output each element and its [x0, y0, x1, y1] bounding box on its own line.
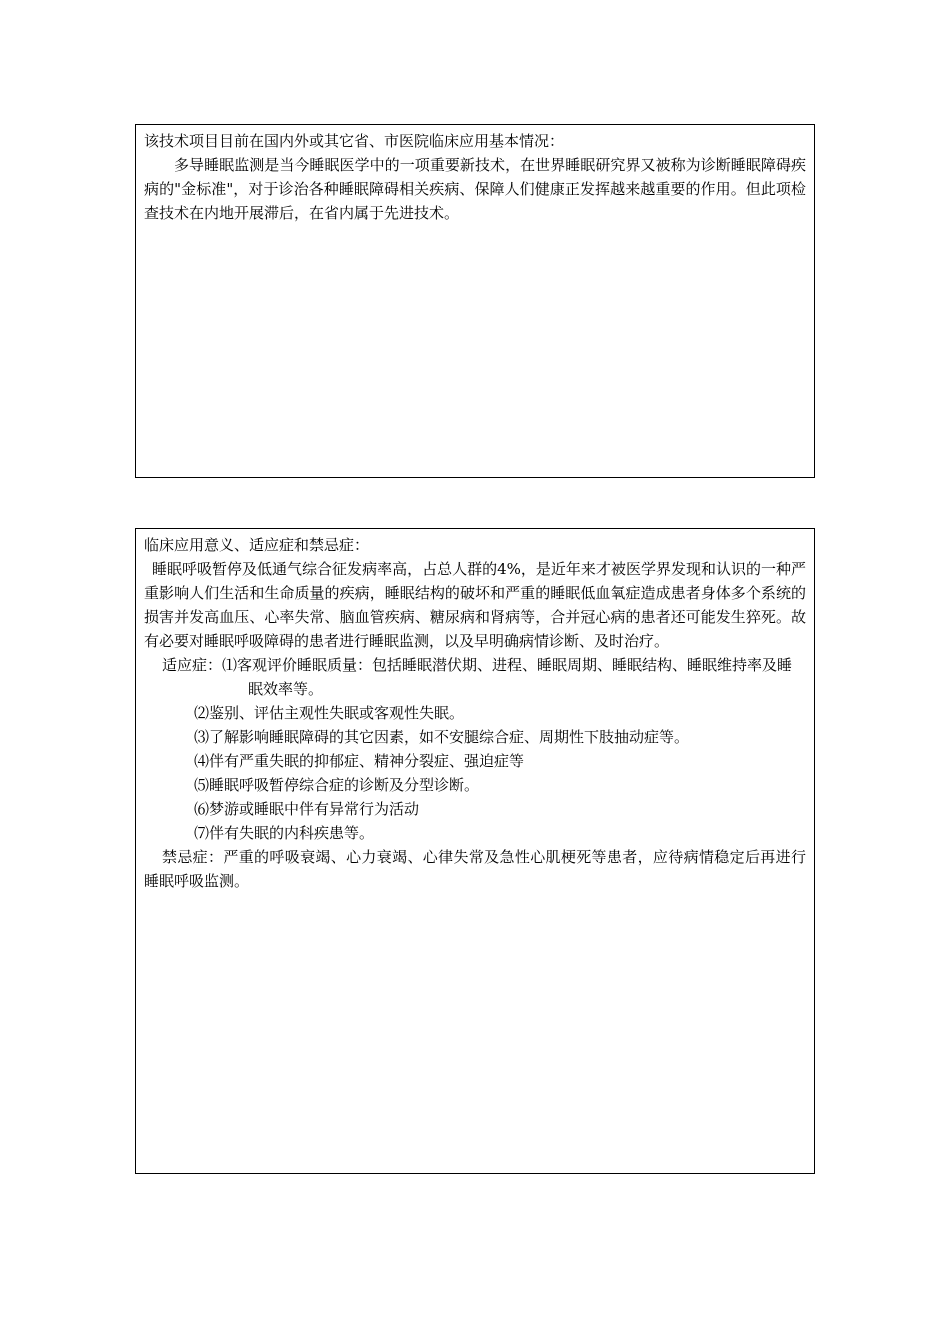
section-heading: 该技术项目目前在国内外或其它省、市医院临床应用基本情况：: [144, 132, 565, 150]
clinical-status-section: [135, 124, 815, 478]
indication-item: ⑷伴有严重失眠的抑郁症、精神分裂症、强迫症等: [194, 752, 525, 770]
section-body: 多导睡眠监测是当今睡眠医学中的一项重要新技术，在世界睡眠研究界又被称为诊断睡眠障碍疾病的"金标准"，对于诊治各种睡眠障碍相关疾病、保障人们健康正发挥越来越重要的作用。但此项检查技术在内地开展滞后，在省内属于先进技术。: [144, 156, 806, 222]
contraindications-text: 禁忌症：严重的呼吸衰竭、心力衰竭、心律失常及急性心肌梗死等患者，应待病情稳定后再进行睡眠呼吸监测。: [144, 848, 806, 890]
section-body: 睡眠呼吸暂停及低通气综合征发病率高，占总人群的4%，是近年来才被医学界发现和认识的一种严重影响人们生活和生命质量的疾病，睡眠结构的破坏和严重的睡眠低血氧症造成患者身体多个系统的损害并发高血压、心率失常、脑血管疾病、糖尿病和肾病等，合并冠心病的患者还可能发生猝死。故有必要对睡眠呼吸障碍的患者进行睡眠监测，以及早明确病情诊断、及时治疗。: [144, 560, 806, 650]
section-heading: 临床应用意义、适应症和禁忌症：: [144, 536, 370, 554]
indication-item: ⑺伴有失眠的内科疾患等。: [194, 824, 375, 842]
indication-item: ⑵鉴别、评估主观性失眠或客观性失眠。: [194, 704, 465, 722]
indication-item: ⑸睡眠呼吸暂停综合症的诊断及分型诊断。: [194, 776, 480, 794]
clinical-significance-section: [135, 528, 815, 1174]
indication-item: 适应症：⑴客观评价睡眠质量：包括睡眠潜伏期、进程、睡眠周期、睡眠结构、睡眠维持率及睡眠效率等。: [162, 656, 793, 698]
indication-item: ⑹梦游或睡眠中伴有异常行为活动: [194, 800, 420, 818]
indication-item: ⑶了解影响睡眠障碍的其它因素，如不安腿综合症、周期性下肢抽动症等。: [194, 728, 690, 746]
